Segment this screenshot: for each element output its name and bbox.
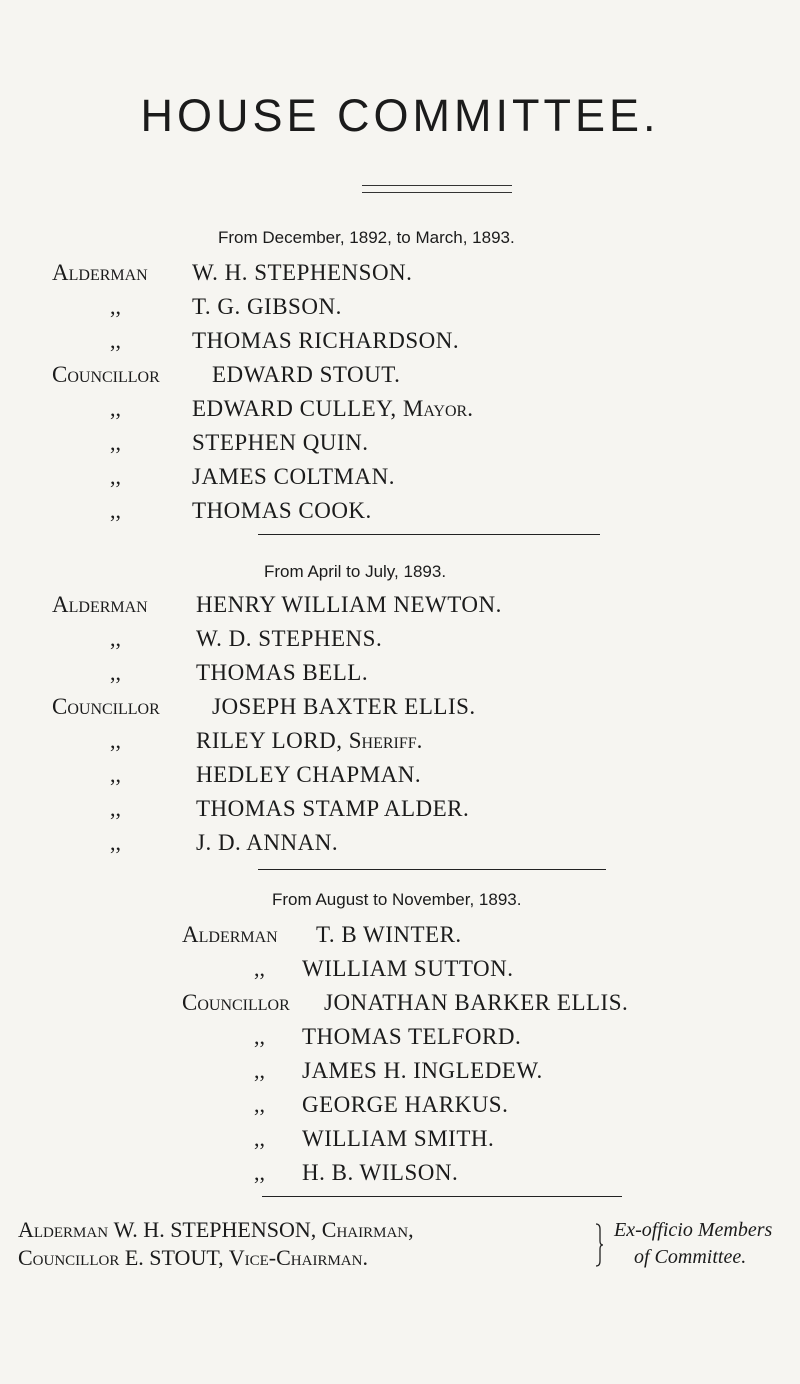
ex-officio-note: Ex-officio Members (614, 1219, 773, 1241)
ditto-mark: ,, (110, 762, 121, 787)
ditto-mark: ,, (110, 796, 121, 821)
chairman-rank: Alderman (18, 1217, 109, 1242)
ditto-mark: ,, (110, 728, 121, 753)
vice-chairman-rank: Councillor (18, 1245, 120, 1270)
ditto-mark: ,, (110, 498, 121, 523)
ditto-mark: ,, (110, 294, 121, 319)
section-period: From December, 1892, to March, 1893. (218, 228, 515, 247)
member-name: EDWARD CULLEY, Mayor. (192, 396, 473, 421)
ditto-mark: ,, (254, 1092, 265, 1117)
member-name: GEORGE HARKUS. (302, 1092, 509, 1117)
member-name: T. G. GIBSON. (192, 294, 342, 319)
ditto-mark: ,, (254, 956, 265, 981)
member-title-note: Mayor. (402, 396, 473, 421)
ditto-mark: ,, (110, 626, 121, 651)
section-divider (258, 869, 606, 870)
section-period: From August to November, 1893. (272, 890, 522, 909)
ditto-mark: ,, (254, 1126, 265, 1151)
member-rank: Councillor (182, 990, 290, 1015)
section-divider (262, 1196, 622, 1197)
member-name: THOMAS COOK. (192, 498, 372, 523)
ditto-mark: ,, (110, 430, 121, 455)
ditto-mark: ,, (254, 1058, 265, 1083)
member-name: WILLIAM SUTTON. (302, 956, 514, 981)
ditto-mark: ,, (110, 830, 121, 855)
member-rank: Alderman (52, 592, 148, 617)
member-rank: Councillor (52, 362, 160, 387)
ex-officio-note-continued: of Committee. (634, 1246, 747, 1268)
member-name: THOMAS STAMP ALDER. (196, 796, 470, 821)
member-name: JAMES COLTMAN. (192, 464, 395, 489)
member-rank: Alderman (52, 260, 148, 285)
member-name: THOMAS TELFORD. (302, 1024, 522, 1049)
member-name: EDWARD STOUT. (212, 362, 401, 387)
member-name: WILLIAM SMITH. (302, 1126, 495, 1151)
member-name: JONATHAN BARKER ELLIS. (324, 990, 629, 1015)
curly-brace-icon (594, 1223, 604, 1267)
member-rank: Councillor (52, 694, 160, 719)
member-name: THOMAS BELL. (196, 660, 369, 685)
member-name: W. H. STEPHENSON. (192, 260, 413, 285)
chairman-name: W. H. STEPHENSON, (113, 1217, 317, 1242)
ditto-mark: ,, (110, 660, 121, 685)
page-title: HOUSE COMMITTEE. (140, 90, 660, 141)
officers-block (0, 1217, 800, 1287)
member-name: JOSEPH BAXTER ELLIS. (212, 694, 476, 719)
chairman-line (18, 1217, 414, 1243)
chairman-role: Chairman, (321, 1217, 414, 1242)
member-name: T. B WINTER. (316, 922, 462, 947)
ditto-mark: ,, (110, 396, 121, 421)
member-title-note: Sheriff. (348, 728, 423, 753)
ditto-mark: ,, (110, 464, 121, 489)
title-double-rule (362, 185, 512, 193)
ditto-mark: ,, (254, 1160, 265, 1185)
section-divider (258, 534, 600, 535)
member-name: JAMES H. INGLEDEW. (302, 1058, 543, 1083)
ditto-mark: ,, (254, 1024, 265, 1049)
member-name: HENRY WILLIAM NEWTON. (196, 592, 502, 617)
member-name: HEDLEY CHAPMAN. (196, 762, 422, 787)
section-period: From April to July, 1893. (264, 562, 447, 581)
member-name: RILEY LORD, Sheriff. (196, 728, 423, 753)
member-name: W. D. STEPHENS. (196, 626, 383, 651)
member-rank: Alderman (182, 922, 278, 947)
member-name: STEPHEN QUIN. (192, 430, 369, 455)
vice-chairman-role: Vice-Chairman. (228, 1245, 368, 1270)
member-name: J. D. ANNAN. (196, 830, 339, 855)
vice-chairman-line (18, 1245, 368, 1271)
member-name: H. B. WILSON. (302, 1160, 459, 1185)
member-name: THOMAS RICHARDSON. (192, 328, 460, 353)
ditto-mark: ,, (110, 328, 121, 353)
vice-chairman-name: E. STOUT, (124, 1245, 224, 1270)
